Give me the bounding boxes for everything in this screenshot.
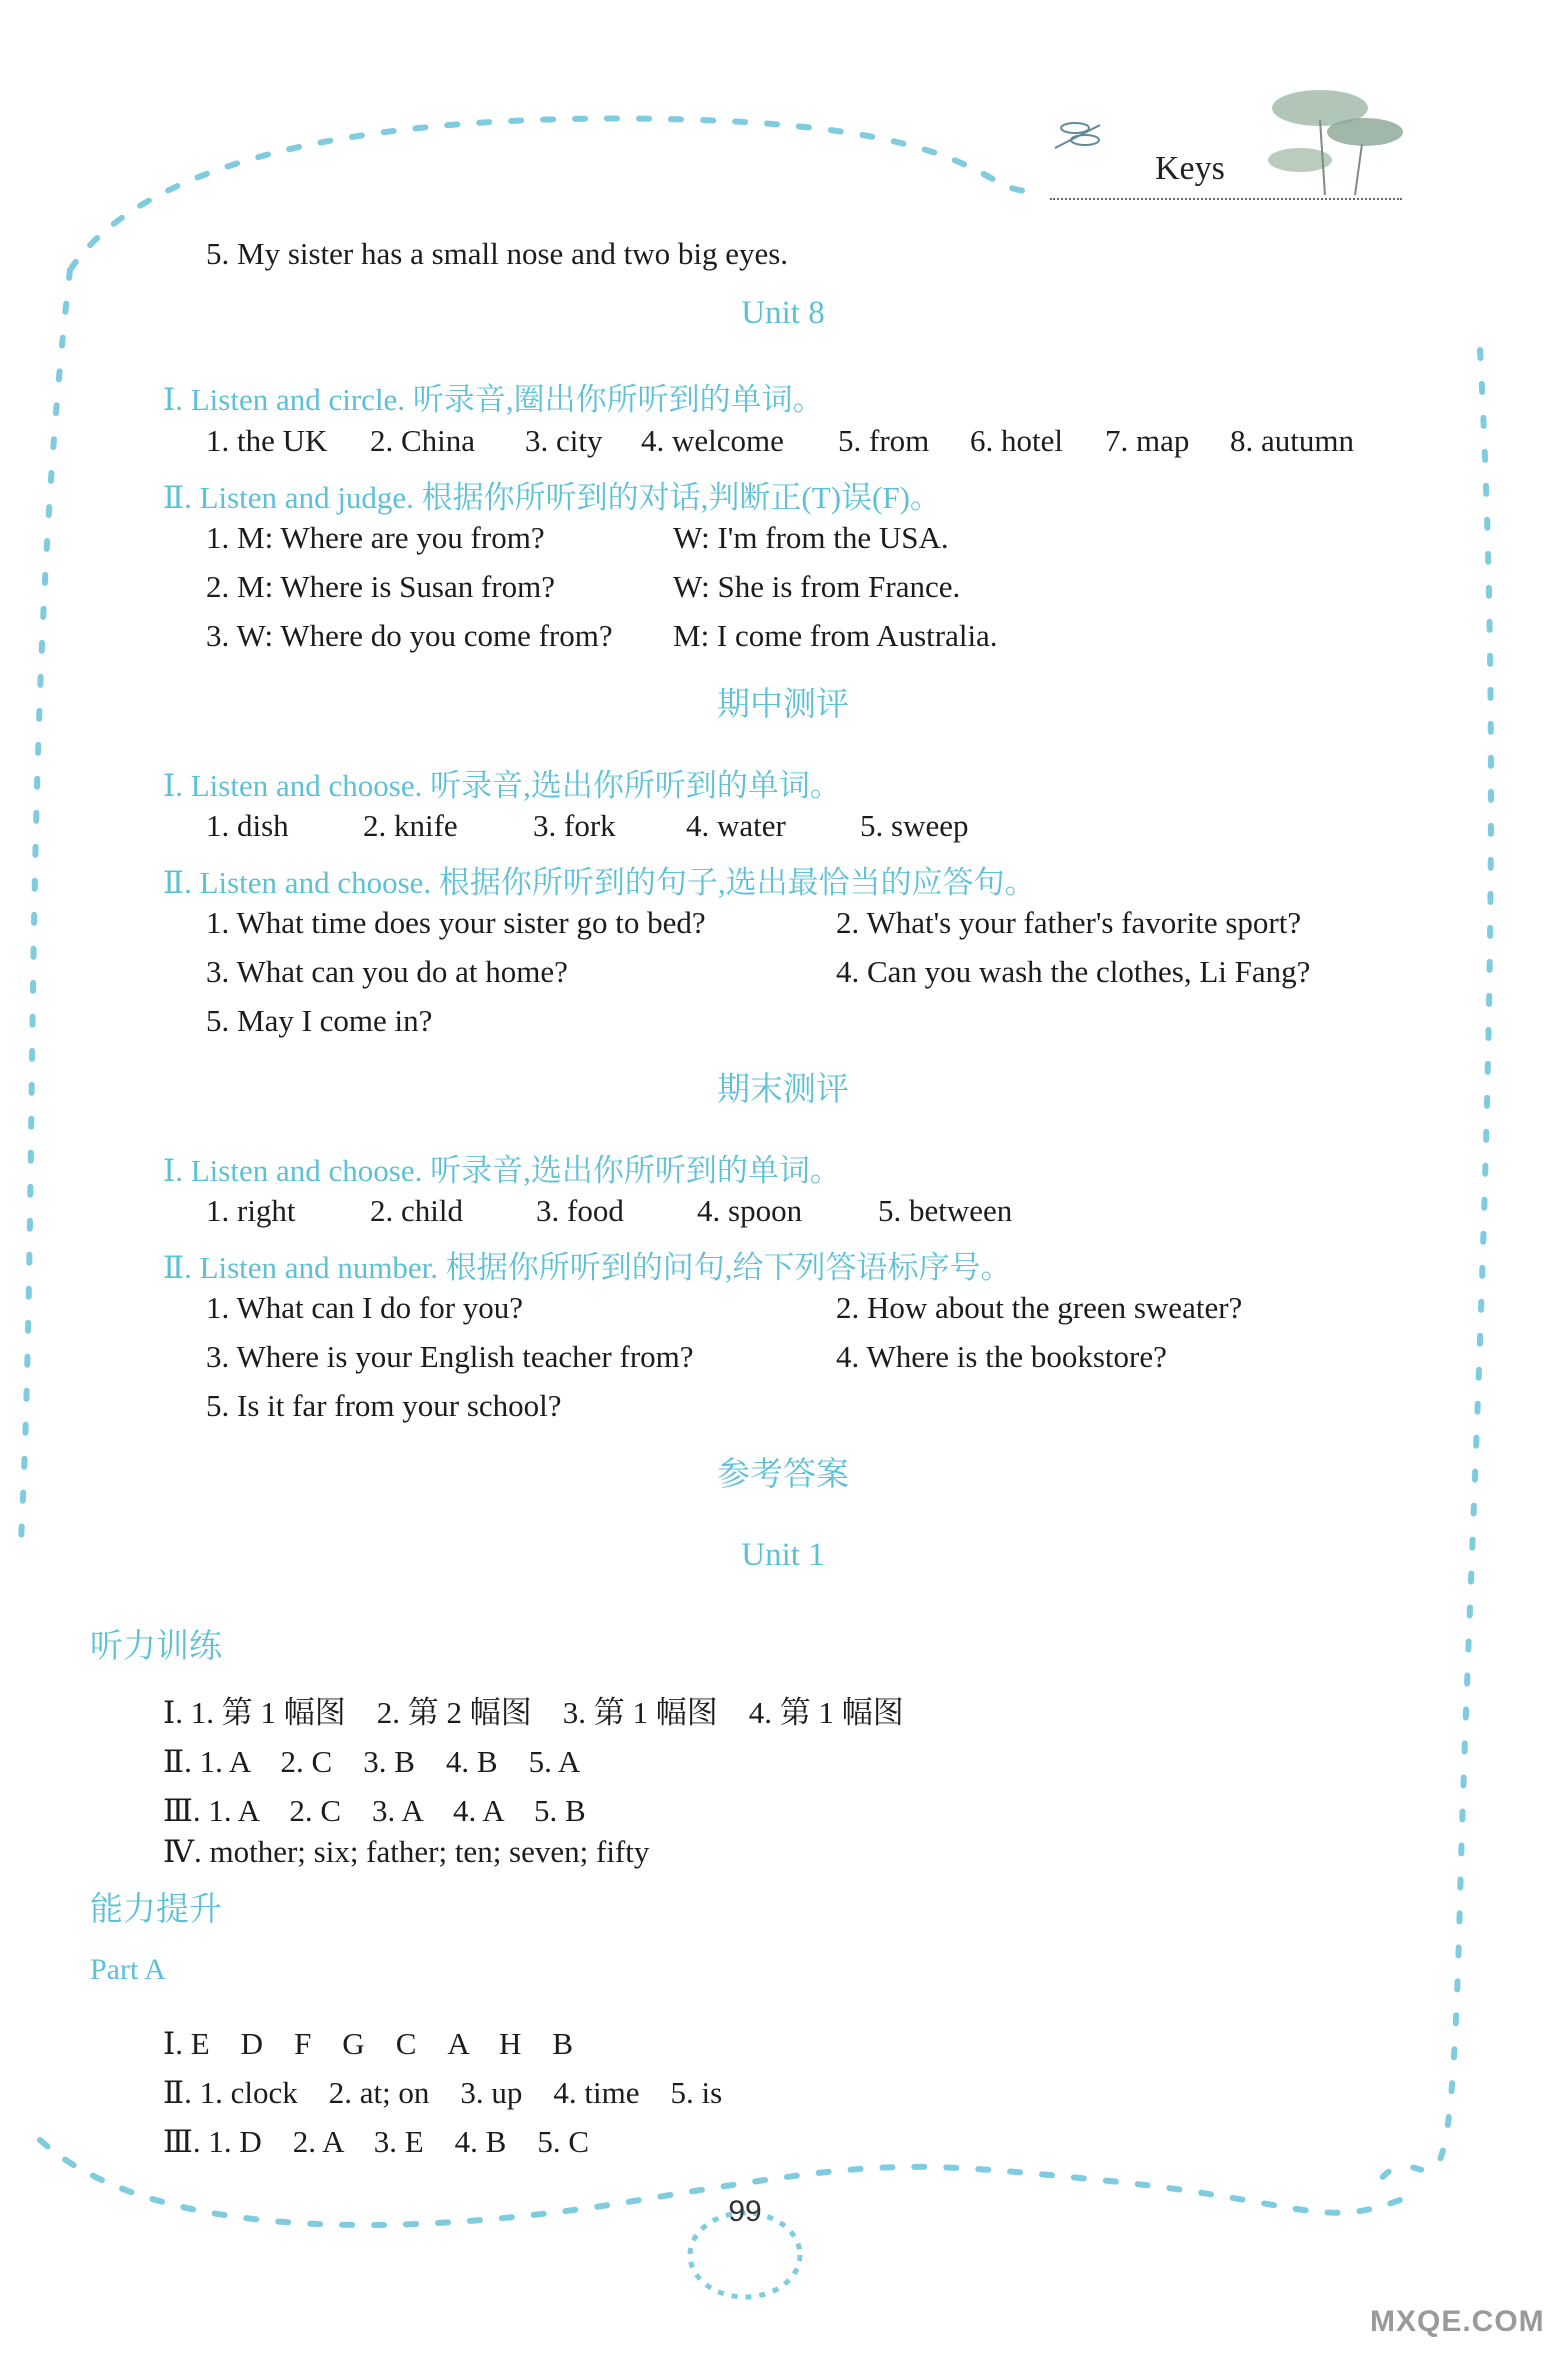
page-number: 99 (728, 2195, 762, 2228)
answer-line: Ⅳ. mother; six; father; ten; seven; fifty (163, 1834, 650, 1869)
midterm-title: 期中测评 (717, 687, 849, 723)
midterm-part1-heading: Ⅰ. Listen and choose. 听录音,选出你所听到的单词。 (163, 768, 841, 803)
question-row: 3. What can you do at home? (206, 954, 568, 989)
list-item: 1. right (206, 1193, 296, 1228)
listening-title: 听力训练 (90, 1629, 222, 1665)
list-item: 5. sweep (860, 808, 969, 843)
dialog-row: M: I come from Australia. (673, 618, 998, 653)
list-item: 5. from (838, 423, 930, 458)
lotus-leaf-icon (1268, 90, 1403, 195)
answer-line: Ⅲ. 1. A 2. C 3. A 4. A 5. B (163, 1793, 586, 1828)
list-item: 3. city (525, 423, 603, 458)
header-rule (1050, 198, 1402, 200)
list-item: 2. child (370, 1193, 463, 1228)
question-row: 4. Where is the bookstore? (836, 1339, 1167, 1374)
question-row: 2. How about the green sweater? (836, 1290, 1243, 1325)
list-item: 3. food (536, 1193, 624, 1228)
question-row: 2. What's your father's favorite sport? (836, 905, 1302, 940)
answer-line: Ⅰ. 1. 第 1 幅图 2. 第 2 幅图 3. 第 1 幅图 4. 第 1 幅图 (163, 1695, 904, 1730)
list-item: 2. knife (363, 808, 458, 843)
dialog-row: 1. M: Where are you from? (206, 520, 545, 555)
list-item: 8. autumn (1230, 423, 1354, 458)
list-item: 4. welcome (641, 423, 784, 458)
question-row: 4. Can you wash the clothes, Li Fang? (836, 954, 1311, 989)
list-item: 1. the UK (206, 423, 328, 458)
part-a-title: Part A (90, 1953, 166, 1986)
list-item: 3. fork (533, 808, 616, 843)
ability-title: 能力提升 (90, 1892, 222, 1928)
top-line: 5. My sister has a small nose and two big eyes. (206, 236, 789, 271)
question-row: 5. Is it far from your school? (206, 1388, 562, 1423)
answers-title: 参考答案 (717, 1457, 849, 1493)
final-title: 期末测评 (717, 1072, 849, 1108)
list-item: 6. hotel (970, 423, 1063, 458)
dialog-row: 2. M: Where is Susan from? (206, 569, 555, 604)
answer-line: Ⅱ. 1. A 2. C 3. B 4. B 5. A (163, 1744, 581, 1779)
question-row: 1. What time does your sister go to bed? (206, 905, 706, 940)
dialog-row: W: She is from France. (673, 569, 961, 604)
dialog-row: 3. W: Where do you come from? (206, 618, 613, 653)
unit8-title: Unit 8 (741, 295, 825, 331)
final-part2-heading: Ⅱ. Listen and number. 根据你所听到的问句,给下列答语标序号。 (163, 1250, 1012, 1285)
list-item: 1. dish (206, 808, 289, 843)
dialog-row: W: I'm from the USA. (673, 520, 949, 555)
midterm-part2-heading: Ⅱ. Listen and choose. 根据你所听到的句子,选出最恰当的应答句。 (163, 865, 1036, 900)
dragonfly-icon (1055, 123, 1100, 148)
final-part1-heading: Ⅰ. Listen and choose. 听录音,选出你所听到的单词。 (163, 1153, 841, 1188)
question-row: 5. May I come in? (206, 1003, 433, 1038)
answer-line: Ⅰ. E D F G C A H B (163, 2026, 574, 2061)
list-item: 4. water (686, 808, 786, 843)
list-item: 4. spoon (697, 1193, 803, 1228)
list-item: 5. between (878, 1193, 1013, 1228)
unit8-part1-heading: Ⅰ. Listen and circle. 听录音,圈出你所听到的单词。 (163, 382, 824, 417)
list-item: 7. map (1105, 423, 1190, 458)
answer-line: Ⅱ. 1. clock 2. at; on 3. up 4. time 5. is (163, 2075, 723, 2110)
keys-label: Keys (1155, 150, 1225, 187)
question-row: 1. What can I do for you? (206, 1290, 524, 1325)
answers-unit-title: Unit 1 (741, 1537, 825, 1573)
unit8-part2-heading: Ⅱ. Listen and judge. 根据你所听到的对话,判断正(T)误(F)。 (163, 480, 941, 515)
question-row: 3. Where is your English teacher from? (206, 1339, 694, 1374)
watermark: MXQE.COM (1370, 2305, 1545, 2338)
answer-line: Ⅲ. 1. D 2. A 3. E 4. B 5. C (163, 2124, 590, 2159)
list-item: 2. China (370, 423, 476, 458)
